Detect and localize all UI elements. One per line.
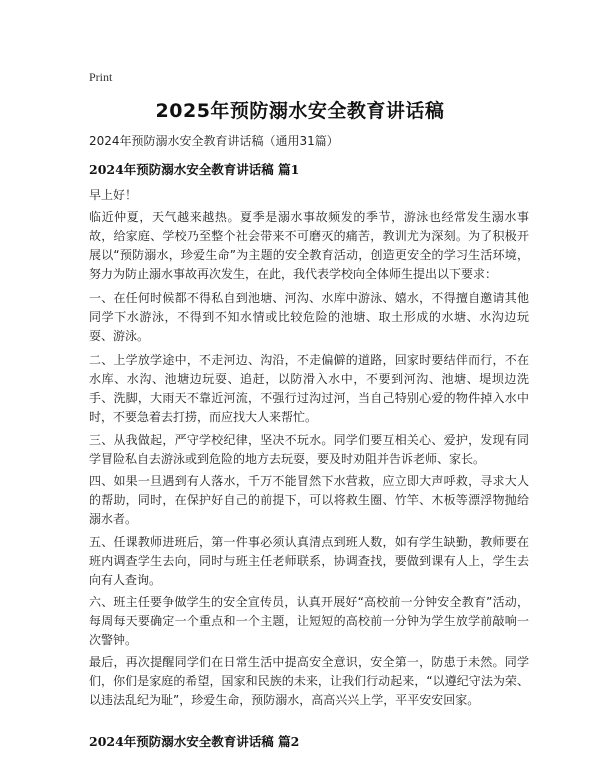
page-title: 2025年预防溺水安全教育讲话稿 [155,100,445,122]
paragraph-rule-1: 一、在任何时候都不得私自到池塘、河沟、水库中游泳、嬉水，不得擅自邀请其他同学下水游泳，不得到不知水情或比较危险的池塘、取土形成的水塘、水沟边玩耍、游泳。 [89,291,529,343]
paragraph-closing: 最后，再次提醒同学们在日常生活中提高安全意识，安全第一，防患于未然。同学们，你们是家庭的希望，国家和民族的未来，让我们行动起来，“以遵纪守法为荣、以违法乱纪为耻”，珍爱生命，预防溺水，高高兴兴上学，平平安安回家。 [89,655,529,707]
paragraph-rule-3: 三、从我做起，严守学校纪律，坚决不玩水。同学们要互相关心、爱护，发现有同学冒险私自去游泳或到危险的地方去玩耍，要及时劝阻并告诉老师、家长。 [89,433,529,466]
section-heading-2: 2024年预防溺水安全教育讲话稿 篇2 [89,734,300,749]
paragraph-rule-4: 四、如果一旦遇到有人落水，千万不能冒然下水营救，应立即大声呼救，寻求大人的帮助，同时，在保护好自己的前提下，可以将救生圈、竹竿、木板等漂浮物抛给溺水者。 [89,474,529,526]
document-subtitle: 2024年预防溺水安全教育讲话稿（通用31篇） [89,134,339,148]
greeting: 早上好！ [89,188,138,202]
paragraph-rule-6: 六、班主任要争做学生的安全宣传员，认真开展好“高校前一分钟安全教育”活动，每周每天要确定一个重点和一个主题，让短短的高校前一分钟为学生放学前敲响一次警钟。 [89,595,529,647]
section-heading-1: 2024年预防溺水安全教育讲话稿 篇1 [89,162,300,177]
paragraph-rule-2: 二、上学放学途中，不走河边、沟沿，不走偏僻的道路，回家时要结伴而行，不在水库、水沟、池塘边玩耍、追赶，以防滑入水中，不要到河沟、池塘、堤坝边洗手、洗脚，大雨天不靠近河流，不强行过沟过河，当自己特别心爱的物件掉入水中时，不要急着去打捞，而应找大人来帮忙。 [89,353,529,424]
paragraph-rule-5: 五、任课教师进班后，第一件事必须认真清点到班人数，如有学生缺勤，教师要在班内调查学生去向，同时与班主任老师联系，协调查找，要做到课有人上，学生去向有人查询。 [89,535,529,587]
print-link[interactable]: Print [89,70,113,84]
paragraph-intro: 临近仲夏，天气越来越热。夏季是溺水事故频发的季节，游泳也经常发生溺水事故，给家庭、学校乃至整个社会带来不可磨灭的痛苦，教训尤为深刻。为了积极开展以“预防溺水，珍爱生命”为主题的安全教育活动，创造更安全的学习生活环境，努力为防止溺水事故再次发生，在此，我代表学校向全体师生提出以下要求： [89,210,529,281]
